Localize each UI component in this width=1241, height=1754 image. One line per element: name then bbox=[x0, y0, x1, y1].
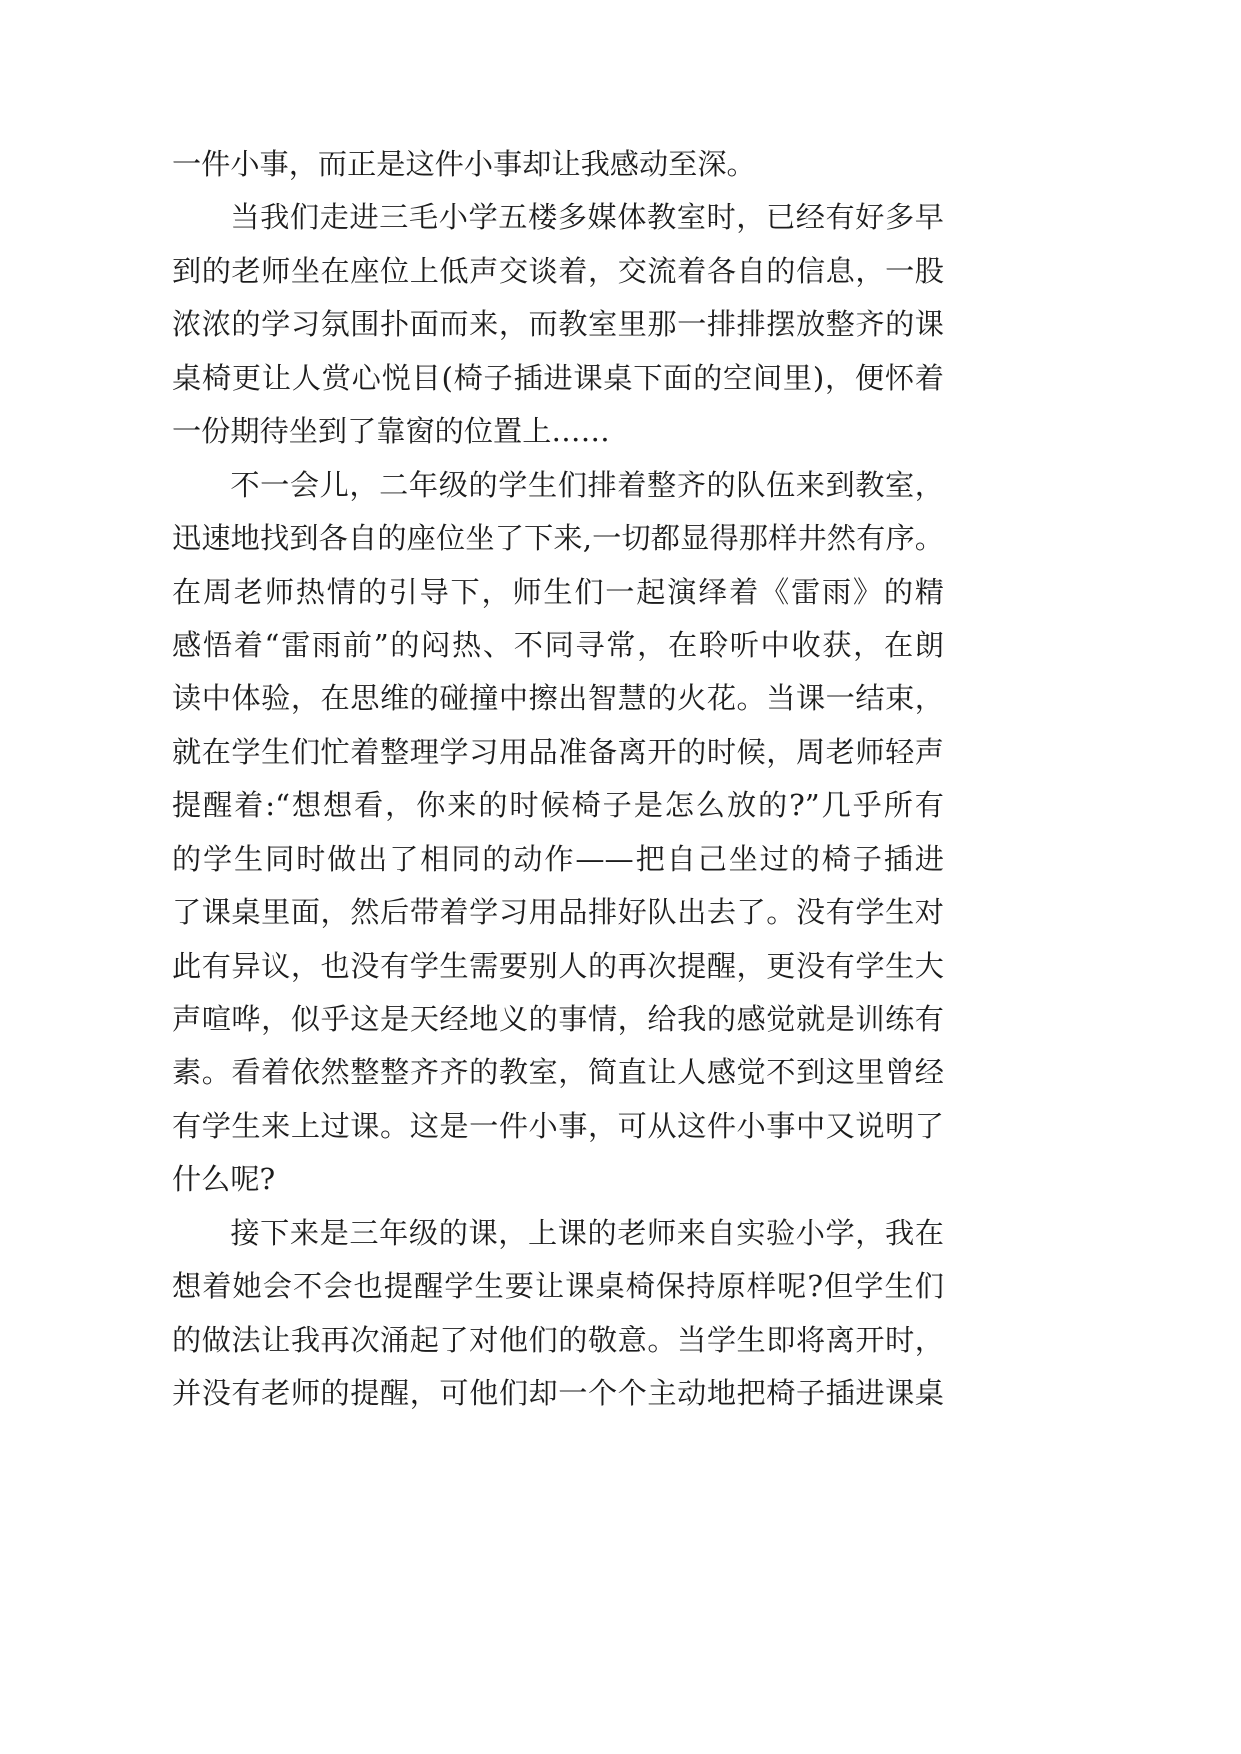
paragraph-2 bbox=[172, 191, 944, 458]
text-line: 的做法让我再次涌起了对他们的敬意。当学生即将离开时， bbox=[172, 1322, 944, 1357]
text-line: 了课桌里面，然后带着学习用品排好队出去了。没有学生对 bbox=[172, 895, 944, 930]
text-line: 读中体验，在思维的碰撞中擦出智慧的火花。当课一结束， bbox=[172, 681, 944, 716]
text-line: 并没有老师的提醒，可他们却一个个主动地把椅子插进课桌 bbox=[172, 1376, 944, 1411]
text-line: 一份期待坐到了靠窗的位置上…… bbox=[172, 414, 610, 449]
text-line: 感悟着“雷雨前”的闷热、不同寻常，在聆听中收获，在朗 bbox=[172, 627, 944, 662]
text-line: 提醒着:“想想看，你来的时候椅子是怎么放的?”几乎所有 bbox=[172, 788, 944, 823]
text-line: 到的老师坐在座位上低声交谈着，交流着各自的信息，一股 bbox=[172, 253, 944, 288]
text-line: 浓浓的学习氛围扑面而来，而教室里那一排排摆放整齐的课 bbox=[172, 307, 944, 342]
text-line: 接下来是三年级的课，上课的老师来自实验小学，我在 bbox=[230, 1215, 944, 1250]
text-line: 的学生同时做出了相同的动作——把自己坐过的椅子插进 bbox=[172, 841, 944, 876]
text-line: 想着她会不会也提醒学生要让课桌椅保持原样呢?但学生们 bbox=[172, 1269, 944, 1304]
text-line: 一件小事，而正是这件小事却让我感动至深。 bbox=[172, 147, 756, 181]
text-line: 声喧哗，似乎这是天经地义的事情，给我的感觉就是训练有 bbox=[172, 1002, 944, 1036]
text-line: 迅速地找到各自的座位坐了下来,一切都显得那样井然有序。 bbox=[172, 521, 944, 556]
paragraph-4 bbox=[172, 1207, 944, 1421]
paragraph-3 bbox=[172, 459, 944, 1207]
text-line: 素。看着依然整整齐齐的教室，简直让人感觉不到这里曾经 bbox=[172, 1055, 944, 1090]
text-line: 桌椅更让人赏心悦目(椅子插进课桌下面的空间里)，便怀着 bbox=[172, 360, 944, 395]
text-line: 不一会儿，二年级的学生们排着整齐的队伍来到教室， bbox=[230, 467, 944, 502]
text-line: 什么呢? bbox=[172, 1162, 276, 1197]
text-line: 在周老师热情的引导下，师生们一起演绎着《雷雨》的精 bbox=[172, 574, 944, 609]
document-body bbox=[172, 138, 944, 1421]
text-line: 此有异议，也没有学生需要别人的再次提醒，更没有学生大 bbox=[172, 948, 944, 983]
text-line: 有学生来上过课。这是一件小事，可从这件小事中又说明了 bbox=[172, 1108, 944, 1143]
text-line: 就在学生们忙着整理学习用品准备离开的时候，周老师轻声 bbox=[172, 734, 944, 769]
paragraph-1 bbox=[172, 138, 944, 191]
text-line: 当我们走进三毛小学五楼多媒体教室时，已经有好多早 bbox=[230, 200, 944, 235]
